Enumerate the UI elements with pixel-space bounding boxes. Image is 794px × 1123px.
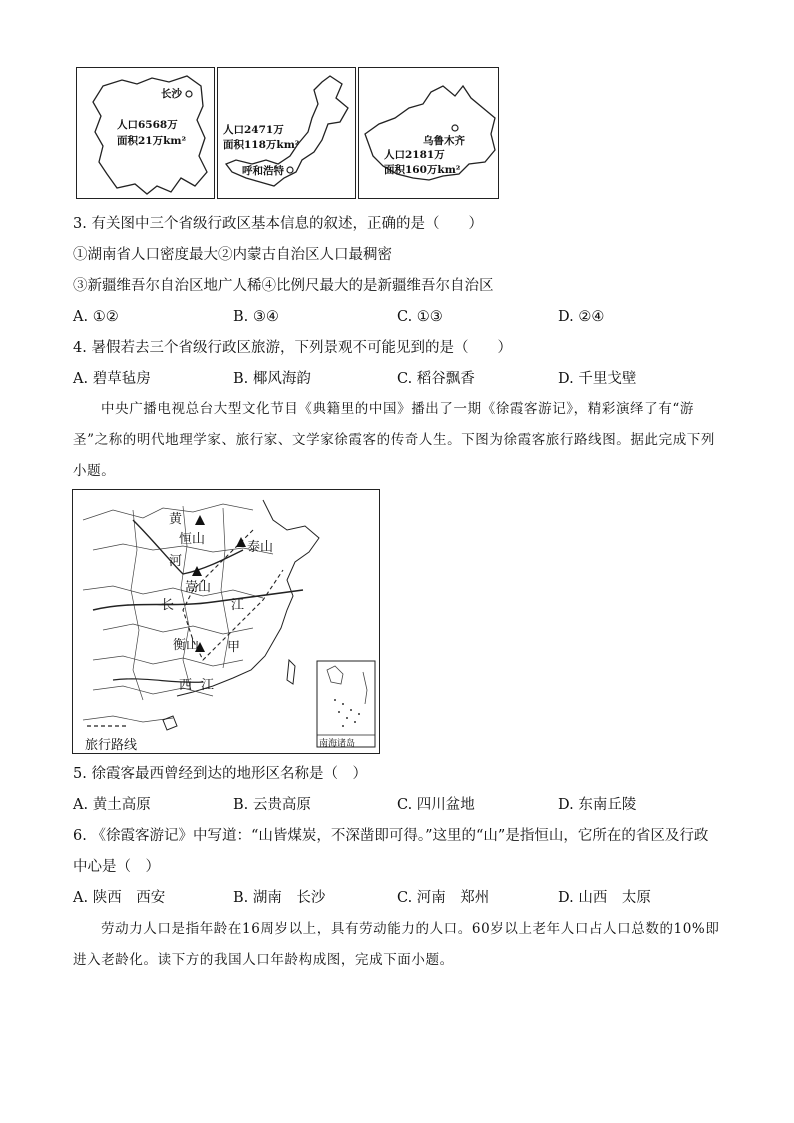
city-label: 乌鲁木齐	[423, 135, 465, 147]
map-hunan	[76, 67, 215, 199]
label-he: 河	[169, 554, 183, 569]
hunan-outline	[77, 68, 214, 198]
q3-option-a[interactable]: A. ①②	[73, 309, 119, 325]
q6-stem-line-2: 中心是（ ）	[73, 859, 160, 875]
mountain-label-hengshan-south: 衡山	[173, 638, 200, 653]
mountain-label-hengshan-north: 恒山	[179, 532, 206, 547]
legend-travel-route: 旅行路线	[85, 738, 138, 753]
route-map-drawing	[73, 490, 379, 753]
map-xinjiang	[358, 67, 499, 199]
intro-paragraph-xu-xiake: 中央广播电视总台大型文化节目《典籍里的中国》播出了一期《徐霞客游记》，精彩演绎了有“游圣”之称的明代地理学家、旅行家、文学家徐霞客的传奇人生。下图为徐霞客旅行路线图。据此完成下列小题。	[73, 401, 715, 479]
inset-label: 南海诸岛	[319, 739, 356, 749]
q5-option-a[interactable]: A. 黄土高原	[73, 797, 151, 813]
area-label: 面积21万km²	[117, 135, 187, 147]
xinjiang-outline	[359, 68, 498, 198]
label-xi: 西	[179, 678, 193, 693]
area-label: 面积160万km²	[384, 164, 461, 176]
q5-option-d[interactable]: D. 东南丘陵	[558, 797, 637, 813]
map-inner-mongolia	[217, 67, 356, 199]
label-jiang-west: 江	[201, 678, 215, 693]
population-label: 人口2181万	[384, 149, 445, 161]
q6-option-b[interactable]: B. 湖南 长沙	[233, 890, 326, 906]
label-chang: 长	[161, 598, 175, 613]
mountain-label-songshan: 嵩山	[185, 580, 212, 595]
q3-statement-2: ③新疆维吾尔自治区地广人稀④比例尺最大的是新疆维吾尔自治区	[73, 278, 494, 294]
route-map	[72, 489, 380, 754]
population-label: 人口2471万	[223, 124, 284, 136]
mountain-label-taishan: 泰山	[247, 540, 274, 555]
q6-option-a[interactable]: A. 陕西 西安	[73, 890, 166, 906]
q6-option-c[interactable]: C. 河南 郑州	[397, 890, 490, 906]
q4-option-a[interactable]: A. 碧草毡房	[73, 371, 151, 387]
q4-stem: 4. 暑假若去三个省级行政区旅游，下列景观不可能见到的是（ ）	[73, 340, 512, 356]
q3-option-d[interactable]: D. ②④	[558, 309, 605, 325]
q5-option-c[interactable]: C. 四川盆地	[397, 797, 475, 813]
label-jia: 甲	[227, 640, 241, 655]
q3-option-c[interactable]: C. ①③	[397, 309, 443, 325]
label-jiang: 江	[231, 598, 245, 613]
q4-option-d[interactable]: D. 千里戈壁	[558, 371, 637, 387]
area-label: 面积118万km²	[223, 139, 300, 151]
q3-option-b[interactable]: B. ③④	[233, 309, 279, 325]
label-huang: 黄	[169, 512, 183, 527]
q3-statement-1: ①湖南省人口密度最大②内蒙古自治区人口最稠密	[73, 247, 392, 263]
q6-option-d[interactable]: D. 山西 太原	[558, 890, 651, 906]
intro-paragraph-population: 劳动力人口是指年龄在16周岁以上，具有劳动能力的人口。60岁以上老年人口占人口总数的10%即进入老龄化。读下方的我国人口年龄构成图，完成下面小题。	[73, 921, 720, 968]
q6-stem-line-1: 6. 《徐霞客游记》中写道：“山皆煤炭，不深凿即可得。”这里的“山”是指恒山，它所在的省区及行政	[73, 828, 709, 844]
q4-option-b[interactable]: B. 椰风海韵	[233, 371, 311, 387]
q4-option-c[interactable]: C. 稻谷飘香	[397, 371, 475, 387]
q5-stem: 5. 徐霞客最西曾经到达的地形区名称是（ ）	[73, 766, 367, 782]
q3-stem: 3. 有关图中三个省级行政区基本信息的叙述，正确的是（ ）	[73, 216, 483, 232]
city-label: 呼和浩特	[242, 165, 284, 177]
population-label: 人口6568万	[117, 119, 178, 131]
city-label: 长沙	[161, 88, 182, 100]
q5-option-b[interactable]: B. 云贵高原	[233, 797, 311, 813]
